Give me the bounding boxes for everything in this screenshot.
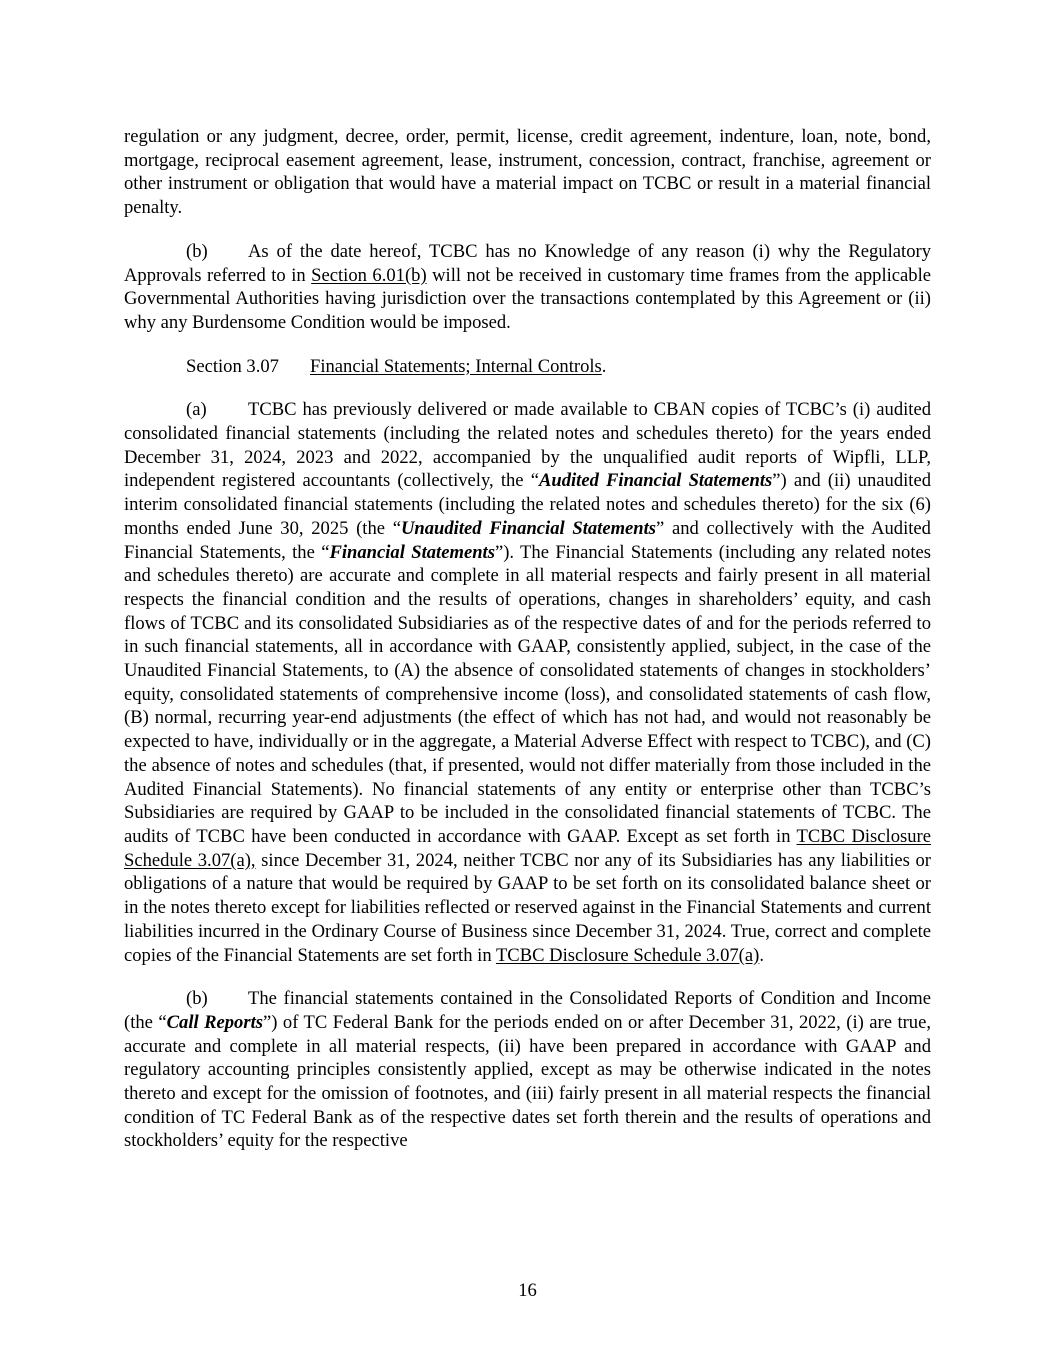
section-number: Section 3.07	[186, 355, 279, 377]
cross-reference-link: TCBC Disclosure Schedule 3.07(a),	[124, 825, 931, 871]
paragraph-text: ”). The Financial Statements (including any related notes and schedules thereto) are accurate and complete in all material respects and fairly present in all material respects the financial condition and the results of operations, changes in shareholders’ equity, and cash flows of TCBC and its consolidated Subsidiaries as of the respective dates of and for the periods referred to in such financial statements, all in accordance with GAAP, consistently applied, subject, in the case of the Unaudited Financial Statements, to (A) the absence of consolidated statements of changes in stockholders’ equity, consolidated statements of comprehensive income (loss), and consolidated statements of cash flow, (B) normal, recurring year-end adjustments (the effect of which has not had, and would not reasonably be expected to have, individually or in the aggregate, a Material Adverse Effect with respect to TCBC), and (C) the absence of notes and schedules (that, if presented, would not differ materially from those included in the Audited Financial Statements). No financial statements of any entity or enterprise other than TCBC’s Subsidiaries are required by GAAP to be included in the consolidated financial statements of TCBC. The audits of TCBC have been conducted in accordance with GAAP. Except as set forth in	[124, 541, 931, 847]
paragraph-b-call-reports	[124, 987, 931, 1153]
paragraph-text: ” and collectively with the Audited Financial Statements, the “	[124, 517, 931, 563]
paragraph-text: regulation or any judgment, decree, order, permit, license, credit agreement, indenture, loan, note, bond, mortgage, reciprocal easement agreement, lease, instrument, concession, contract, franchise, agreement or other instrument or obligation that would have a material impact on TCBC or result in a material financial penalty.	[124, 126, 931, 219]
paragraph-continuation	[124, 125, 931, 220]
paragraph-text: As of the date hereof, TCBC has no Knowledge of any reason (i) why the Regulatory Approvals referred to in	[124, 240, 931, 286]
paragraph-text: since December 31, 2024, neither TCBC nor any of its Subsidiaries has any liabilities or obligations of a nature that would be required by GAAP to be set forth on its consolidated balance sheet or in the notes thereto except for liabilities reflected or reserved against in the Financial Statements and current liabilities incurred in the Ordinary Course of Business since December 31, 2024. True, correct and complete copies of the Financial Statements are set forth in	[124, 849, 931, 966]
cross-reference-link: Section 6.01(b)	[311, 264, 427, 286]
paragraph-text: ”) of TC Federal Bank for the periods ended on or after December 31, 2022, (i) are true, accurate and complete in all material respects, (ii) have been prepared in accordance with GAAP and regulatory accounting principles consistently applied, except as may be otherwise indicated in the notes thereto and except for the omission of footnotes, and (iii) fairly present in all material respects the financial condition of TC Federal Bank as of the respective dates set forth therein and the results of operations and stockholders’ equity for the respective	[124, 1011, 931, 1152]
paragraph-text: The financial statements contained in the Consolidated Reports of Condition and Income (the “	[124, 988, 931, 1033]
cross-reference-link: TCBC Disclosure Schedule 3.07(a)	[495, 944, 760, 966]
defined-term: Call Reports	[166, 1011, 263, 1033]
defined-term: Audited Financial Statements	[538, 470, 773, 492]
paragraph-text: .	[759, 944, 764, 966]
document-page	[124, 125, 931, 1173]
paragraph-b-regulatory	[124, 240, 931, 335]
paragraph-label: (a)	[186, 399, 207, 421]
paragraph-text: TCBC has previously delivered or made available to CBAN copies of TCBC’s (i) audited consolidated financial statements (including the related notes and schedules thereto) for the years ended December 31, 2024, 2023 and 2022, accompanied by the unqualified audit reports of Wipfli, LLP, independent registered accountants (collectively, the “	[124, 399, 931, 492]
section-heading	[124, 355, 931, 379]
section-title: Financial Statements; Internal Controls	[310, 355, 602, 377]
paragraph-a-financial-statements	[124, 398, 931, 967]
paragraph-label: (b)	[186, 240, 208, 262]
paragraph-label: (b)	[186, 988, 208, 1010]
paragraph-text: will not be received in customary time frames from the applicable Governmental Authorities having jurisdiction over the transactions contemplated by this Agreement or (ii) why any Burdensome Condition would be imposed.	[124, 264, 931, 333]
page-number: 16	[518, 1280, 537, 1301]
defined-term: Unaudited Financial Statements	[400, 517, 657, 539]
paragraph-text: ”) and (ii) unaudited interim consolidated financial statements (including the related notes and schedules thereto) for the six (6) months ended June 30, 2025 (the “	[124, 470, 931, 539]
defined-term: Financial Statements	[329, 541, 495, 563]
section-title-period: .	[601, 355, 607, 377]
